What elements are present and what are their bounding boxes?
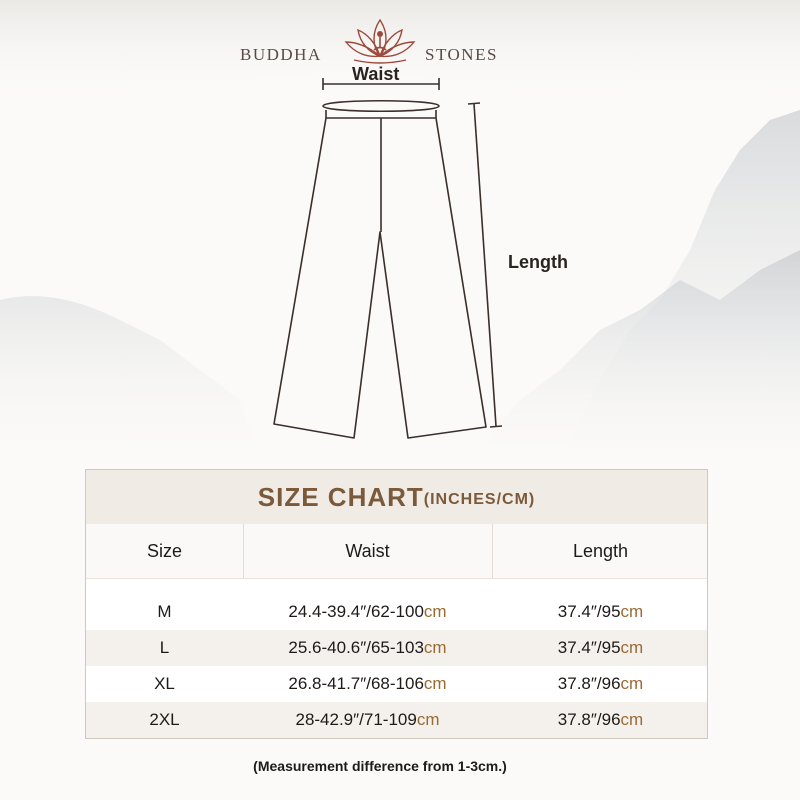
size-cell: 2XL: [149, 710, 180, 729]
waistband: [323, 101, 439, 112]
column-header-length: Length: [572, 540, 629, 561]
column-divider: [492, 524, 493, 578]
table-row: [86, 594, 707, 630]
waist-cell: 28-42.9″/71-109 cm: [295, 710, 440, 729]
waist-cell: 24.4-39.4″/62-100 cm: [288, 602, 447, 621]
column-divider: [243, 524, 244, 578]
size-cell: L: [159, 638, 170, 657]
length-cell: 37.8″/96 cm: [557, 710, 644, 729]
table-row: [86, 630, 707, 666]
length-cell: 37.4″/95 cm: [557, 602, 644, 621]
measurement-note: (Measurement difference from 1-3cm.): [253, 758, 507, 774]
length-cell: 37.8″/96 cm: [557, 674, 644, 693]
pants-legs: [274, 118, 486, 438]
table-row: [86, 702, 707, 738]
length-cell: 37.4″/95 cm: [557, 638, 644, 657]
brand-name-left: BUDDHA: [240, 45, 322, 64]
waist-cell: 25.6-40.6″/65-103 cm: [288, 638, 447, 657]
size-cell: XL: [154, 674, 175, 693]
waist-label: Waist: [352, 64, 400, 84]
length-label: Length: [508, 252, 568, 272]
brand-name-right: STONES: [425, 45, 498, 64]
waist-cell: 26.8-41.7″/68-106 cm: [288, 674, 447, 693]
size-chart: [85, 469, 708, 739]
column-header-size: Size: [146, 540, 182, 561]
size-chart-title-units: (INCHES/CM): [423, 491, 536, 508]
column-header-waist: Waist: [345, 540, 390, 561]
table-header: [86, 524, 707, 579]
table-row: [86, 666, 707, 702]
size-cell: M: [157, 602, 172, 621]
size-chart-title-text: SIZE CHART: [257, 481, 424, 512]
size-chart-title: [86, 470, 707, 525]
